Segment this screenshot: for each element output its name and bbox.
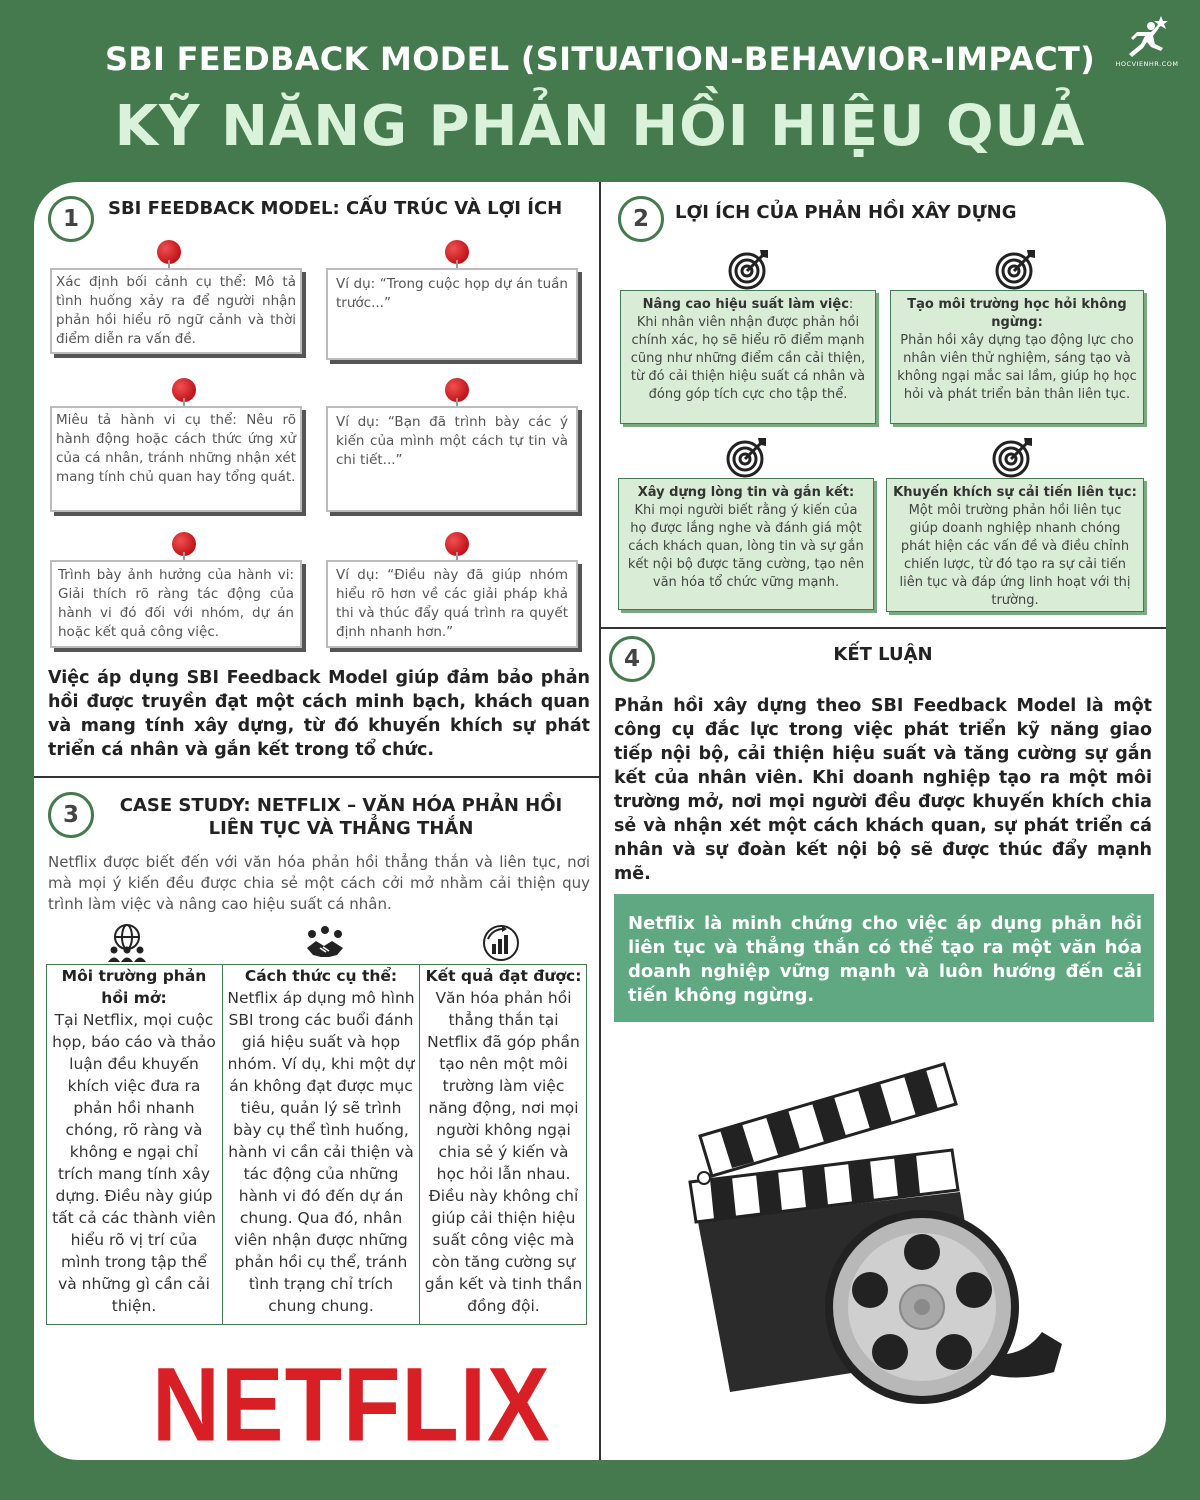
brand-logo[interactable] — [1112, 14, 1182, 76]
film-reel-icon — [825, 1210, 1062, 1404]
benefit-body: Một môi trường phản hồi liên tục giúp doanh nghiệp nhanh chóng phát hiện các vấn đề và điều chỉnh chiến lược, từ đó tạo ra sự cải tiến liên tục và đáp ứng linh hoạt với thị trường. — [899, 503, 1131, 608]
benefit-box-performance — [620, 290, 876, 424]
sbi-behavior-example-card: Ví dụ: “Bạn đã trình bày các ý kiến của mình một cách tự tin và chi tiết...” — [326, 406, 578, 512]
sbi-impact-card: Trình bày ảnh hưởng của hành vi: Giải thích rõ ràng tác động của hành vi đó đối với nhóm, dự án hoặc kết quả công việc. — [50, 560, 302, 648]
sbi-impact-example-card: Ví dụ: “Điều này đã giúp nhóm hiểu rõ hơn về các giải pháp khả thi và thúc đẩy quá trình ra quyết định nhanh hơn.” — [326, 560, 578, 648]
section3-title-line1: CASE STUDY: NETFLIX – VĂN HÓA PHẢN HỒI — [119, 795, 563, 816]
section3-title-line2: LIÊN TỤC VÀ THẲNG THẮN — [208, 818, 474, 839]
case-column-results — [420, 965, 587, 1317]
case-column-heading: Kết quả đạt được: — [425, 967, 582, 985]
sbi-situation-example-card: Ví dụ: “Trong cuộc họp dự án tuần trước...” — [326, 268, 578, 360]
case-column-method — [223, 965, 419, 1317]
target-icon — [726, 436, 768, 478]
page-subtitle: KỸ NĂNG PHẢN HỒI HIỆU QUẢ — [114, 94, 1086, 159]
section-number-2: 2 — [618, 196, 664, 242]
case-column-body: Netflix áp dụng mô hình SBI trong các buổi đánh giá hiệu suất và họp nhóm. Ví dụ, khi một dự án không đạt được mục tiêu, quản lý sẽ trình bày cụ thể tình huống, hành vi cần cải thiện và tác động của những hành vi đó đến dự án chung. Qua đó, nhân viên nhận được những phản hồi cụ thể, tránh tình trạng chỉ trích chung chung. — [227, 989, 415, 1315]
benefit-body: Khi nhân viên nhận được phản hồi chính xác, họ sẽ hiểu rõ điểm mạnh cũng như những điểm cần cải thiện, từ đó cải thiện hiệu suất cá nhân và đóng góp tích cực cho tập thể. — [630, 315, 866, 402]
case-column-heading: Môi trường phản hồi mở: — [61, 967, 207, 1007]
section1-summary: Việc áp dụng SBI Feedback Model giúp đảm bảo phản hồi được truyền đạt một cách minh bạch, khách quan và mang tính xây dựng, từ đó khuyến khích sự phát triển cá nhân và gắn kết trong tổ chức. — [48, 668, 590, 760]
netflix-highlight-box: Netflix là minh chứng cho việc áp dụng phản hồi liên tục và thẳng thắn có thể tạo ra một văn hóa doanh nghiệp vững mạnh và luôn hướng đến cải tiến không ngừng. — [614, 894, 1154, 1022]
case-column-body: Tại Netflix, mọi cuộc họp, báo cáo và thảo luận đều khuyến khích việc đưa ra phản hồi nhanh chóng, rõ ràng và không e ngại chỉ trích mang tính xây dựng. Điều này giúp tất cả các thành viên hiểu rõ vị trí của mình trong tập thể và những gì cần cải thiện. — [52, 1011, 216, 1315]
case-column-body: Văn hóa phản hồi thẳng thắn tại Netflix đã góp phần tạo nên một môi trường làm việc năng động, nơi mọi người không ngại chia sẻ ý kiến và học hỏi lẫn nhau. Điều này không chỉ giúp cải thiện hiệu suất công việc mà còn tăng cường sự gắn kết và tinh thần đồng đội. — [424, 989, 583, 1315]
section-divider-right — [600, 627, 1166, 629]
benefit-heading: Xây dựng lòng tin và gắn kết: — [637, 485, 855, 500]
benefit-box-learning — [890, 290, 1144, 424]
case-column-heading: Cách thức cụ thể: — [244, 967, 398, 985]
conclusion-text: Phản hồi xây dựng theo SBI Feedback Model là một công cụ đắc lực trong việc phát triển kỹ năng giao tiếp nội bộ, cải thiện hiệu suất và tăng cường sự gắn kết của nhân viên. Khi doanh nghiệp tạo ra một môi trường mở, nơi mọi người đều được khuyến khích chia sẻ và nhận xét một cách khách quan, sự phát triển cá nhân và sự đoàn kết nội bộ sẽ được thúc đẩy mạnh mẽ. — [614, 696, 1152, 884]
page-title: SBI FEEDBACK MODEL (SITUATION-BEHAVIOR-IMPACT) — [104, 40, 1096, 78]
target-icon — [992, 436, 1034, 478]
people-globe-icon — [106, 924, 148, 962]
section3-intro: Netflix được biết đến với văn hóa phản hồi thẳng thắn và liên tục, nơi mà mọi ý kiến đều được chia sẻ một cách cởi mở nhằm cải thiện quy trình làm việc và nâng cao hiệu suất cá nhân. — [48, 853, 590, 913]
section3-title — [108, 794, 574, 840]
benefit-box-improvement — [886, 478, 1144, 612]
benefit-heading: Nâng cao hiệu suất làm việc — [642, 297, 849, 312]
target-icon — [728, 248, 770, 290]
sbi-situation-card: Xác định bối cảnh cụ thể: Mô tả tình huống xảy ra để người nhận phản hồi hiểu rõ ngữ cảnh và thời điểm diễn ra vấn đề. — [50, 268, 302, 354]
benefit-heading: Tạo môi trường học hỏi không ngừng: — [907, 297, 1127, 330]
case-column-environment — [46, 965, 222, 1317]
benefit-heading-colon: : — [848, 297, 854, 312]
sbi-behavior-card: Miêu tả hành vi cụ thể: Nêu rõ hành động hoặc cách thức ứng xử của cá nhân, tránh những nhận xét mang tính chủ quan hay tổng quát. — [50, 406, 302, 512]
handshake-team-icon — [304, 924, 346, 962]
benefit-body: Phản hồi xây dựng tạo động lực cho nhân viên thử nghiệm, sáng tạo và không ngại mắc sai lầm, giúp họ học hỏi và phát triển bản thân liên tục. — [897, 333, 1137, 402]
clapperboard-film-reel-illustration — [670, 1052, 1090, 1432]
logo-text: HOCVIENHR.COM — [1115, 60, 1179, 68]
section-number-1: 1 — [48, 196, 94, 242]
section2-title: LỢI ÍCH CỦA PHẢN HỒI XÂY DỰNG — [675, 202, 1017, 223]
section-number-3: 3 — [48, 792, 94, 838]
benefit-box-trust — [618, 478, 874, 610]
column-divider — [599, 182, 601, 1460]
target-icon — [995, 248, 1037, 290]
benefit-body: Khi mọi người biết rằng ý kiến của họ được lắng nghe và đánh giá một cách khách quan, lòng tin và sự gắn kết nội bộ được tăng cường, tạo nên văn hóa tổ chức vững mạnh. — [627, 503, 865, 590]
growth-globe-icon — [480, 924, 522, 962]
section4-title: KẾT LUẬN — [833, 644, 933, 665]
section-divider-left — [34, 776, 600, 778]
netflix-logo: NETFLIX — [152, 1345, 551, 1460]
section1-title: SBI FEEDBACK MODEL: CẤU TRÚC VÀ LỢI ÍCH — [108, 198, 563, 219]
section-number-4: 4 — [609, 636, 655, 682]
runner-logo-icon — [1123, 14, 1171, 58]
benefit-heading: Khuyến khích sự cải tiến liên tục: — [893, 485, 1137, 500]
content-panel — [34, 182, 1166, 1460]
